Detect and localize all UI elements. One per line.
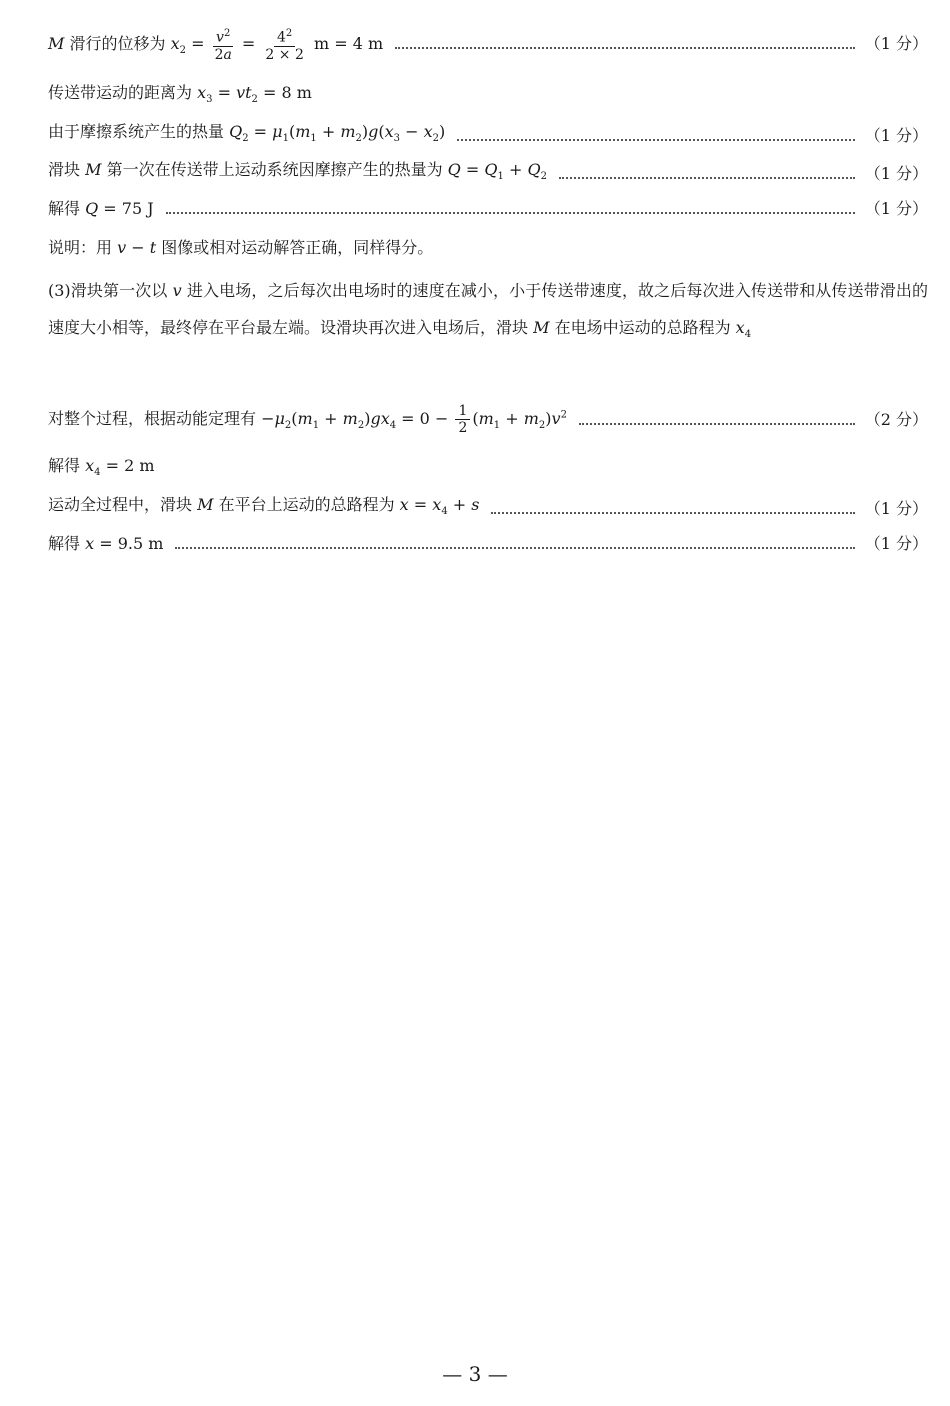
solution-line-4: [48, 159, 928, 188]
score: （1 分）: [864, 163, 928, 183]
solution-line-5: [48, 198, 928, 220]
score: （1 分）: [864, 534, 928, 553]
solution-line-3: [48, 121, 928, 150]
solution-line-x4: [48, 455, 928, 484]
line-text: 由于摩擦系统产生的热量 $Q_2 = \mu_1(m_1 + m_2)g(x_3 - x_2)$: [48, 122, 446, 145]
solution-line-total: [48, 494, 928, 523]
score: （1 分）: [864, 125, 928, 145]
score: （2 分）: [864, 410, 928, 430]
solution-line-2: [48, 82, 928, 111]
dot-leader: [559, 177, 855, 179]
page-number: — 3 —: [442, 1362, 508, 1386]
dot-leader: [166, 212, 855, 214]
line-text: 解得 x = 9.5 m: [48, 534, 164, 553]
score: （1 分）: [864, 34, 928, 54]
solution-line-result: [48, 533, 928, 555]
line-text: 对整个过程，根据动能定理有 $-\mu_2(m_1 + m_2)gx_4 = 0$ − $\frac{1}{2}$ $(m_1 + m_2)v^2$: [48, 403, 567, 436]
solution-line-1: [48, 26, 928, 63]
line-text: 解得 $x_4 = 2$ m: [48, 456, 155, 479]
line-text: 滑块 M 第一次在传送带上运动系统因摩擦产生的热量为 $Q = Q_1 + Q_2$: [48, 160, 547, 183]
line-text: 传送带运动的距离为 $x_3 = vt_2 = 8$ m: [48, 83, 312, 106]
dot-leader: [579, 423, 855, 425]
score: （1 分）: [864, 199, 928, 218]
score: （1 分）: [864, 498, 928, 518]
solution-page: [48, 0, 928, 1406]
dot-leader: [395, 47, 855, 49]
solution-line-energy: [48, 403, 928, 437]
line-text: M 滑行的位移为 $x_2$ = $\frac{v^2}{2a}$ = $\frac{4^2}{2 \times 2}$ m = 4 m: [48, 28, 384, 63]
solution-note: [48, 237, 928, 259]
dot-leader: [457, 139, 854, 141]
line-text: 运动全过程中，滑块 M 在平台上运动的总路程为 $x = x_4 + s$: [48, 495, 480, 518]
solution-part-3: (3)滑块第一次以 v 进入电场，之后每次出电场时的速度在减小，小于传送带速度，故之后每次进入传送带和从传送带滑出的速度大小相等，最终停在平台最左端。设滑块再次进入电场后，滑块 M 在电场中运动的总路程为 $x_4$: [48, 281, 928, 341]
line-text: 解得 Q = 75 J: [48, 199, 154, 218]
line-text: 说明：用 v − t 图像或相对运动解答正确，同样得分。: [48, 238, 434, 257]
dot-leader: [491, 512, 854, 514]
dot-leader: [175, 547, 854, 549]
